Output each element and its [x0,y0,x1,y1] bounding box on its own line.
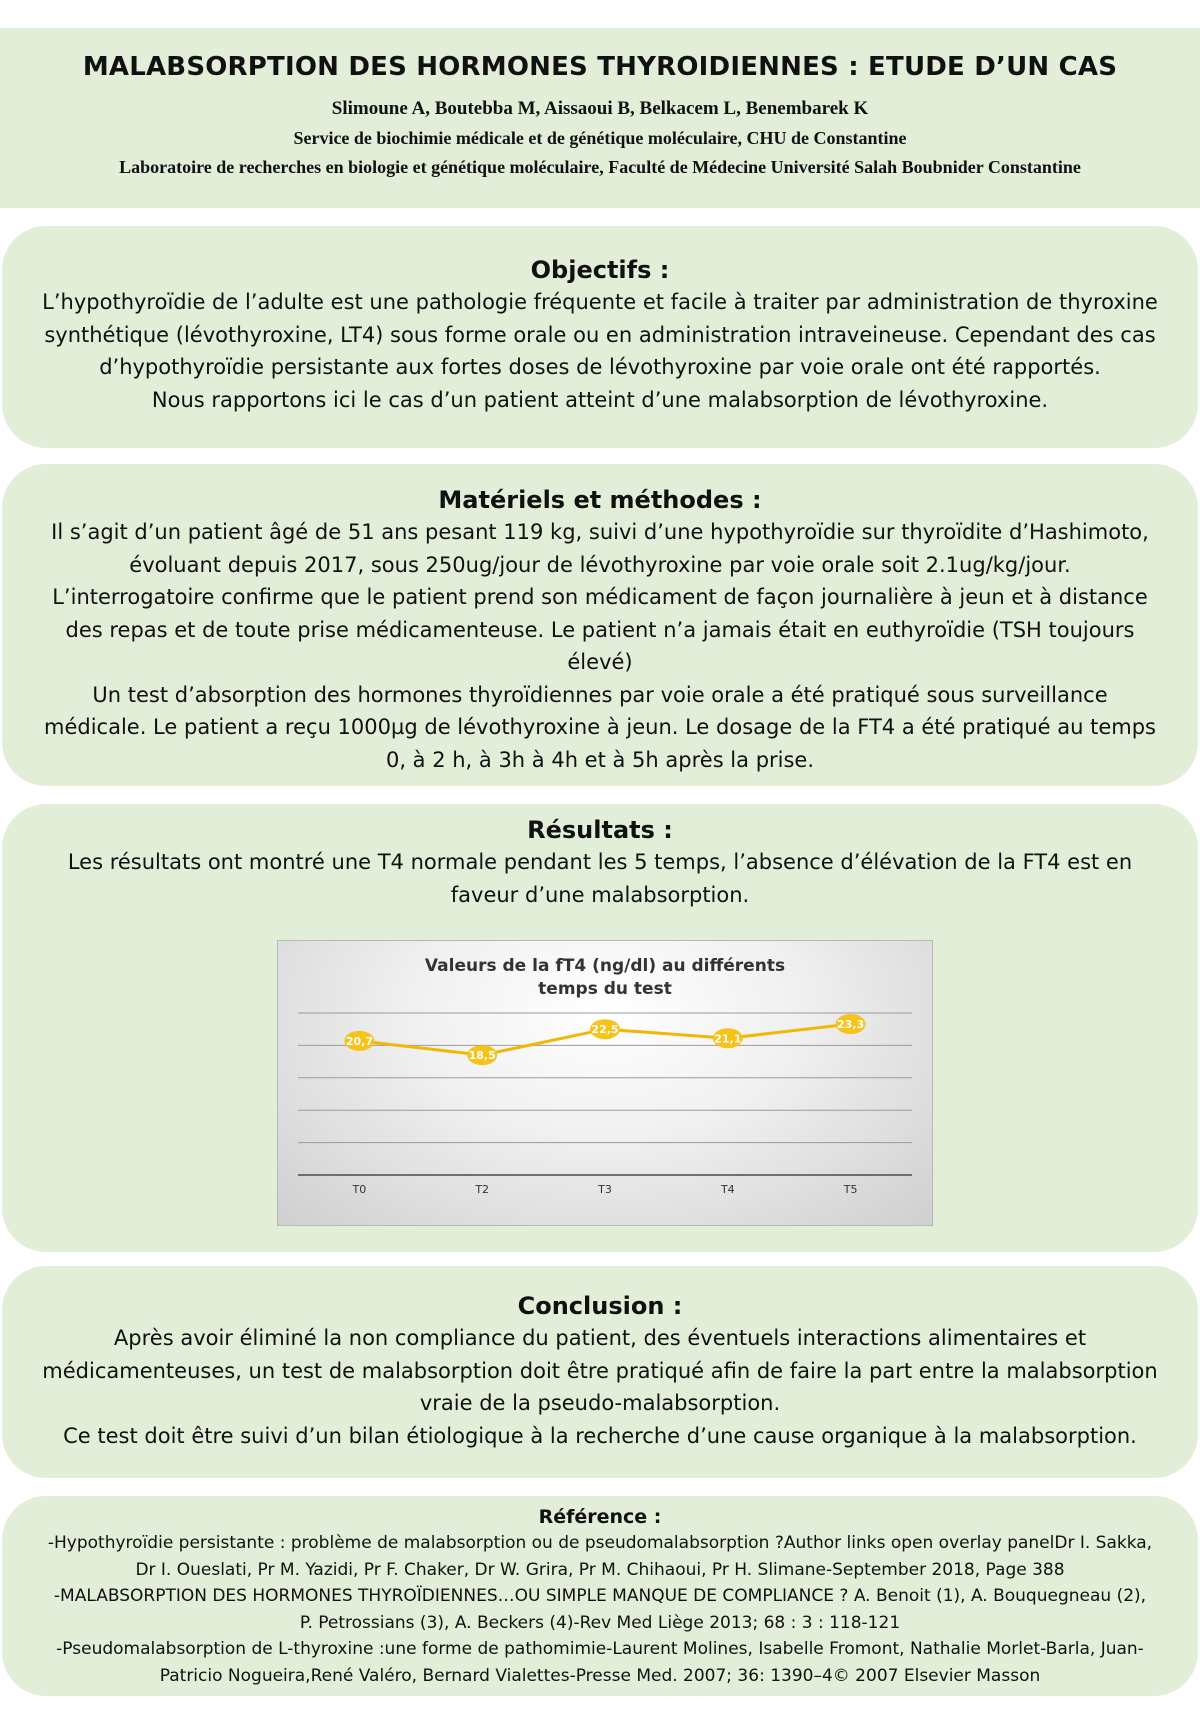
chart-x-tick-label: T4 [720,1183,735,1196]
chart-x-ticks [352,1183,858,1196]
materiels-line: Il s’agit d’un patient âgé de 51 ans pesant 119 kg, suivi d’une hypothyroïdie sur thyroïdite d’Hashimoto, [51,520,1149,544]
chart-data-label: 21,1 [714,1032,742,1046]
materiels-line: Un test d’absorption des hormones thyroïdiennes par voie orale a été pratiqué sous surveillance [92,682,1108,707]
materiels-line: médicale. Le patient a reçu 1000µg de lévothyroxine à jeun. Le dosage de la FT4 a été pratiqué au temps [44,715,1156,739]
objectifs-section [2,226,1198,448]
chart-title-line-2: temps du test [538,979,672,999]
affiliation-laboratory: Laboratoire de recherches en biologie et génétique moléculaire, Faculté de Médecine Université Salah Boubnider Constantine [119,157,1081,177]
materiels-line: des repas et de toute prise médicamenteuse. Le patient n’a jamais était en euthyroïdie (TSH toujours [65,617,1135,642]
resultats-section [2,804,1198,1252]
reference-line: -Hypothyroïdie persistante : problème de malabsorption ou de pseudomalabsorption ?Author links open overlay panelDr I. Sakka, [47,1533,1153,1553]
objectifs-heading: Objectifs : [530,256,670,284]
conclusion-line: médicamenteuses, un test de malabsorption doit être pratiqué afin de faire la part entre la malabsorption [42,1358,1158,1383]
resultats-line: faveur d’une malabsorption. [450,882,750,907]
chart-title-line-1: Valeurs de la fT4 (ng/dl) au différents [424,956,786,976]
authors: Slimoune A, Boutebba M, Aissaoui B, Belkacem L, Benembarek K [331,98,869,119]
chart-x-tick-label: T3 [598,1183,612,1196]
ft4-chart-svg [278,941,932,1225]
conclusion-line: Ce test doit être suivi d’un bilan étiologique à la recherche d’une cause organique à la malabsorption. [63,1423,1137,1448]
materiels-line: élevé) [567,650,633,674]
objectifs-line: L’hypothyroïdie de l’adulte est une pathologie fréquente et facile à traiter par administration de thyroxine [42,290,1158,314]
materiels-methodes-section [2,464,1198,786]
affiliation-service: Service de biochimie médicale et de génétique moléculaire, CHU de Constantine [293,128,907,148]
conclusion-heading: Conclusion : [517,1292,683,1320]
chart-series [344,1014,865,1065]
reference-line: -Pseudomalabsorption de L-thyroxine :une forme de pathomimie-Laurent Molines, Isabelle Fromont, Nathalie Morlet-Barla, Juan- [56,1639,1144,1659]
materiels-line: 0, à 2 h, à 3h à 4h et à 5h après la prise. [385,747,815,772]
chart-x-tick-label: T0 [352,1183,367,1196]
reference-line: -MALABSORPTION DES HORMONES THYROÏDIENNES…OU SIMPLE MANQUE DE COMPLIANCE ? A. Benoit (1), A. Bouquegneau (2), [53,1586,1147,1606]
conclusion-line: vraie de la pseudo-malabsorption. [419,1391,781,1415]
chart-x-tick-label: T5 [843,1183,858,1196]
chart-x-tick-label: T2 [475,1183,490,1196]
chart-data-label: 20,7 [345,1034,373,1048]
resultats-heading: Résultats : [527,816,673,844]
reference-line: P. Petrossians (3), A. Beckers (4)-Rev Med Liège 2013; 68 : 3 : 118-121 [299,1612,901,1633]
poster-header [0,28,1200,208]
objectifs-line: synthétique (lévothyroxine, LT4) sous forme orale ou en administration intraveineuse. Cependant des cas [44,322,1156,347]
chart-data-label: 18,5 [468,1049,496,1063]
resultats-line: Les résultats ont montré une T4 normale pendant les 5 temps, l’absence d’élévation de la FT4 est en [67,850,1133,874]
reference-line: Patricio Nogueira,René Valéro, Bernard Vialettes-Presse Med. 2007; 36: 1390–4© 2007 Elsevier Masson [159,1665,1041,1686]
chart-data-label: 23,3 [837,1018,865,1032]
conclusion-section [2,1266,1198,1478]
chart-data-label: 22,5 [591,1023,619,1037]
reference-line: Dr I. Oueslati, Pr M. Yazidi, Pr F. Chaker, Dr W. Grira, Pr M. Chihaoui, Pr H. Slimane-September 2018, Page 388 [135,1559,1065,1580]
objectifs-line: d’hypothyroïdie persistante aux fortes doses de lévothyroxine par voie orale ont été rapportés. [99,355,1101,379]
conclusion-line: Après avoir éliminé la non compliance du patient, des éventuels interactions alimentaires et [113,1326,1087,1350]
poster-title: MALABSORPTION DES HORMONES THYROIDIENNES : ETUDE D’UN CAS [82,52,1118,82]
materiels-line: évoluant depuis 2017, sous 250ug/jour de lévothyroxine par voie orale soit 2.1ug/kg/jour. [129,552,1071,577]
reference-heading: Référence : [538,1506,662,1528]
ft4-chart [277,940,933,1226]
reference-section [2,1496,1198,1696]
materiels-line: L’interrogatoire confirme que le patient prend son médicament de façon journalière à jeun et à distance [52,585,1148,609]
objectifs-line: Nous rapportons ici le cas d’un patient atteint d’une malabsorption de lévothyroxine. [151,387,1049,412]
materiels-heading: Matériels et méthodes : [438,486,762,514]
